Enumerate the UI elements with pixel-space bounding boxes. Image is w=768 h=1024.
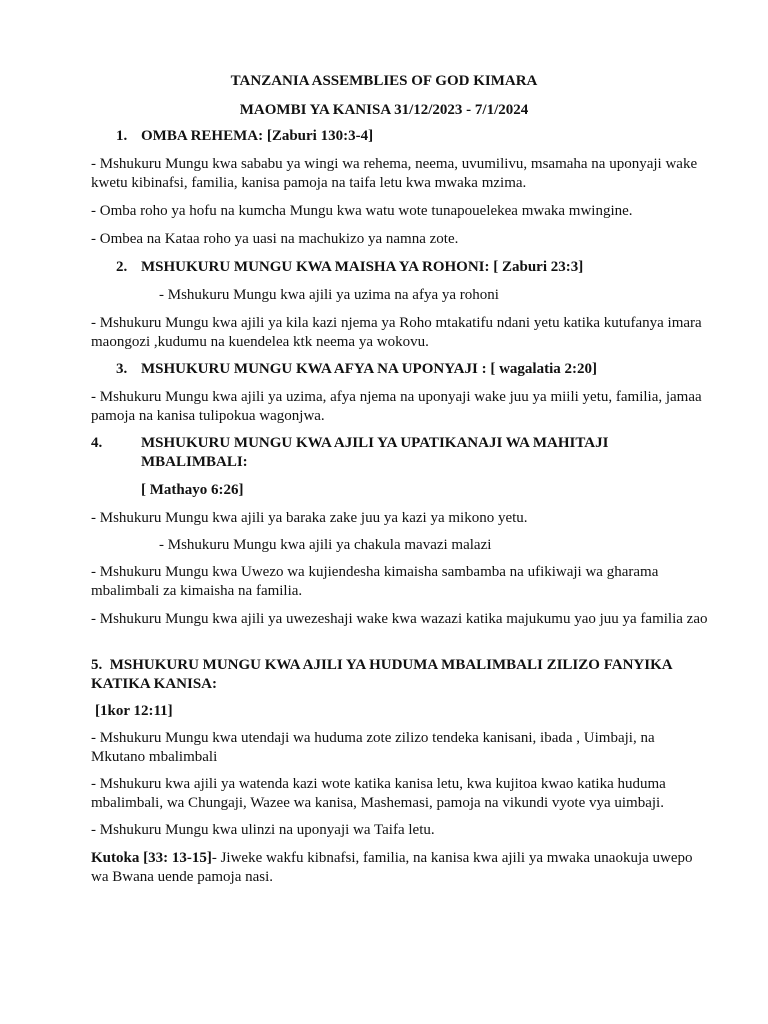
section-3-heading [116,360,736,379]
section-5-paragraph-2: - Mshukuru kwa ajili ya watenda kazi wote katika kanisa letu, kwa kujitoa kwao katika huduma mbalimbali, wa Chungaji, Wazee wa kanisa, Mashemasi, pamoja na vikundi vyote vya uimbaji. [91,776,666,811]
document-title: TANZANIA ASSEMBLIES OF GOD KIMARA [230,73,538,89]
section-5-paragraph-3: - Mshukuru Mungu kwa ulinzi na uponyaji wa Taifa letu. [91,822,435,838]
section-2-heading [116,258,736,277]
section-1-paragraph-3: - Ombea na Kataa roho ya uasi na machukizo ya namna zote. [91,231,459,247]
section-2-paragraph-1: - Mshukuru Mungu kwa ajili ya uzima na afya ya rohoni [159,287,499,303]
section-1-paragraph-2: - Omba roho ya hofu na kumcha Mungu kwa watu wote tunapouelekea mwaka mwingine. [91,203,633,219]
section-4-paragraph-2: - Mshukuru Mungu kwa ajili ya chakula mavazi malazi [159,537,492,553]
section-4-paragraph-4: - Mshukuru Mungu kwa ajili ya uwezeshaji wake kwa wazazi katika majukumu yao juu ya familia zao [91,611,708,627]
section-heading-text: MSHUKURU MUNGU KWA MAISHA YA ROHONI: [ Zaburi 23:3] [141,259,584,275]
section-2-paragraph-2: - Mshukuru Mungu kwa ajili ya kila kazi njema ya Roho mtakatifu ndani yetu katika kutufanya imara maongozi ,kudumu na kuendelea ktk neema ya wokovu. [91,315,702,350]
section-heading-text: OMBA REHEMA: [Zaburi 130:3-4] [141,128,374,144]
section-5-heading [91,656,711,694]
closing-text: - Jiweke wakfu kibnafsi, familia, na kanisa kwa ajili ya mwaka unaokuja uwepo wa Bwana uende pamoja nasi. [91,850,693,885]
section-5-paragraph-1: - Mshukuru Mungu kwa utendaji wa huduma zote zilizo tendeka kanisani, ibada , Uimbaji, na Mkutano mbalimbali [91,730,655,765]
section-4-reference: [ Mathayo 6:26] [141,482,244,498]
section-3-paragraph-1: - Mshukuru Mungu kwa ajili ya uzima, afya njema na uponyaji wake juu ya miili yetu, familia, jamaa pamoja na kanisa tulipokua wagonjwa. [91,389,702,424]
section-heading-text: MSHUKURU MUNGU KWA AJILI YA UPATIKANAJI WA MAHITAJI MBALIMBALI: [141,435,609,470]
section-1-paragraph-1: - Mshukuru Mungu kwa sababu ya wingi wa rehema, neema, uvumilivu, msamaha na uponyaji wake kwetu kibinafsi, familia, kanisa pamoja na taifa letu kwa mwaka mzima. [91,156,698,191]
closing-reference: Kutoka [33: 13-15] [91,850,212,866]
section-heading-text: MSHUKURU MUNGU KWA AFYA NA UPONYAJI : [ wagalatia 2:20] [141,361,597,377]
section-5-reference: [1kor 12:11] [95,703,173,719]
section-number: 2. [116,259,128,275]
section-number: 5. [91,657,103,673]
closing-paragraph [91,849,711,887]
section-4-paragraph-1: - Mshukuru Mungu kwa ajili ya baraka zake juu ya kazi ya mikono yetu. [91,510,528,526]
section-number: 1. [116,128,128,144]
document-subtitle: MAOMBI YA KANISA 31/12/2023 - 7/1/2024 [239,102,529,118]
section-number: 3. [116,361,128,377]
section-number: 4. [91,435,103,451]
section-4-heading [91,434,701,472]
section-4-paragraph-3: - Mshukuru Mungu kwa Uwezo wa kujiendesha kimaisha sambamba na ufikiwaji wa gharama mbalimbali za kimaisha na familia. [91,564,659,599]
section-1-heading [116,127,736,146]
section-heading-text: MSHUKURU MUNGU KWA AJILI YA HUDUMA MBALIMBALI ZILIZO FANYIKA KATIKA KANISA: [91,657,672,692]
